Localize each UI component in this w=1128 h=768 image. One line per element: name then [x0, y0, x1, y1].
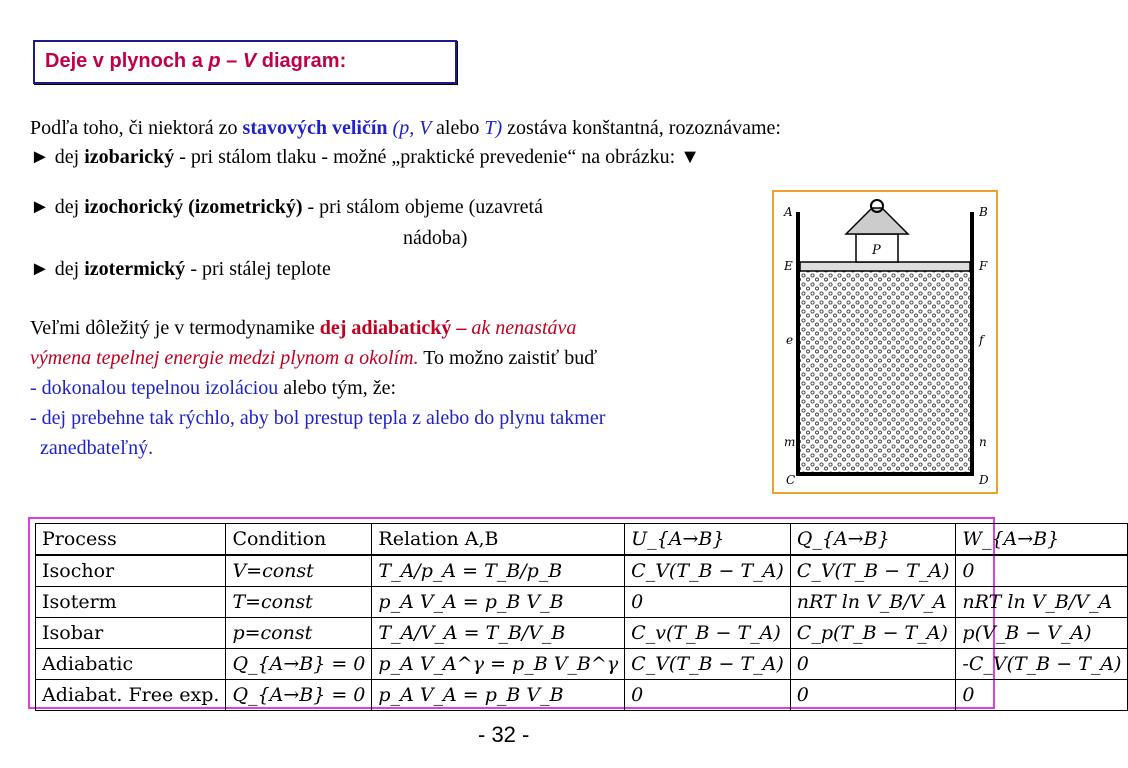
label-E: E: [784, 259, 793, 273]
label-n: n: [979, 435, 987, 449]
label-C: C: [786, 473, 796, 487]
table-row: [36, 587, 1128, 618]
adiabatic-line-1: Veľmi dôležitý je v termodynamike dej adiabatický – ak nenastáva: [30, 317, 577, 339]
label-e: e: [786, 333, 794, 347]
process-table: [35, 523, 1128, 711]
table-cell: Q_{A→B} = 0: [226, 649, 372, 680]
label-B: B: [979, 205, 988, 219]
table-cell: C_V(T_B − T_A): [790, 555, 956, 587]
table-cell: 0: [625, 587, 791, 618]
table-cell: p_A V_A = p_B V_B: [372, 680, 625, 711]
table-cell: p_A V_A = p_B V_B: [372, 587, 625, 618]
table-cell: 0: [790, 680, 956, 711]
table-cell: T=const: [226, 587, 372, 618]
table-cell: Isoterm: [36, 587, 226, 618]
table-cell: Adiabat. Free exp.: [36, 680, 226, 711]
table-row: [36, 618, 1128, 649]
table-cell: V=const: [226, 555, 372, 587]
table-cell: Isobar: [36, 618, 226, 649]
table-cell: 0: [625, 680, 791, 711]
table-header-row: [36, 524, 1128, 556]
table-cell: T_A/p_A = T_B/p_B: [372, 555, 625, 587]
header-relation: Relation A,B: [372, 524, 625, 556]
header-q: Q_{A→B}: [790, 524, 956, 556]
adiabatic-line-5: zanedbateľný.: [40, 437, 154, 459]
label-P: P: [872, 243, 881, 258]
table-cell: 0: [790, 649, 956, 680]
table-row: [36, 649, 1128, 680]
state-variables-term: stavových veličín: [242, 117, 388, 139]
label-f: f: [979, 333, 984, 347]
table-cell: p_A V_A^γ = p_B V_B^γ: [372, 649, 625, 680]
header-u: U_{A→B}: [625, 524, 791, 556]
table-cell: 0: [956, 680, 1128, 711]
label-A: A: [784, 205, 793, 219]
table-cell: p(V_B − V_A): [956, 618, 1128, 649]
table-cell: nRT ln V_B/V_A: [956, 587, 1128, 618]
process-table-frame: [28, 517, 1122, 709]
adiabatic-line-3: - dokonalou tepelnou izoláciou alebo tým, že:: [30, 377, 396, 399]
isochoric-line-2: nádoba): [403, 227, 468, 249]
table-cell: nRT ln V_B/V_A: [790, 587, 956, 618]
table-cell: Isochor: [36, 555, 226, 587]
table-cell: C_p(T_B − T_A): [790, 618, 956, 649]
isothermal-line: ► dej izotermický - pri stálej teplote: [30, 258, 331, 280]
isochoric-line: ► dej izochorický (izometrický) - pri stálom objeme (uzavretá: [30, 196, 543, 218]
table-row: [36, 555, 1128, 587]
table-cell: p=const: [226, 618, 372, 649]
table-cell: C_V(T_B − T_A): [625, 649, 791, 680]
adiabatic-line-4: - dej prebehne tak rýchlo, aby bol prestup tepla z alebo do plynu takmer: [30, 407, 606, 429]
table-cell: C_V(T_B − T_A): [625, 555, 791, 587]
label-D: D: [979, 473, 989, 487]
title-box: [33, 40, 457, 84]
label-F: F: [979, 259, 988, 273]
header-w: W_{A→B}: [956, 524, 1128, 556]
table-cell: Adiabatic: [36, 649, 226, 680]
adiabatic-line-2: výmena tepelnej energie medzi plynom a okolím. To možno zaistiť buď: [30, 347, 598, 369]
page-number: - 32 -: [478, 722, 530, 747]
piston-cylinder-drawing: [774, 192, 996, 492]
table-cell: C_v(T_B − T_A): [625, 618, 791, 649]
header-process: Process: [36, 524, 226, 556]
isobaric-line: ► dej izobarický - pri stálom tlaku - možné „praktické prevedenie“ na obrázku: ▼: [30, 146, 700, 168]
label-m: m: [784, 435, 796, 449]
header-condition: Condition: [226, 524, 372, 556]
piston-cylinder-figure: [772, 190, 998, 494]
slide-title: Deje v plynoch a p – V diagram:: [45, 50, 347, 72]
table-cell: -C_V(T_B − T_A): [956, 649, 1128, 680]
table-cell: T_A/V_A = T_B/V_B: [372, 618, 625, 649]
table-row: [36, 680, 1128, 711]
intro-line: Podľa toho, či niektorá zo stavových veličín (p, V alebo T) zostáva konštantná, rozoznávame:: [30, 117, 781, 139]
table-cell: Q_{A→B} = 0: [226, 680, 372, 711]
table-cell: 0: [956, 555, 1128, 587]
